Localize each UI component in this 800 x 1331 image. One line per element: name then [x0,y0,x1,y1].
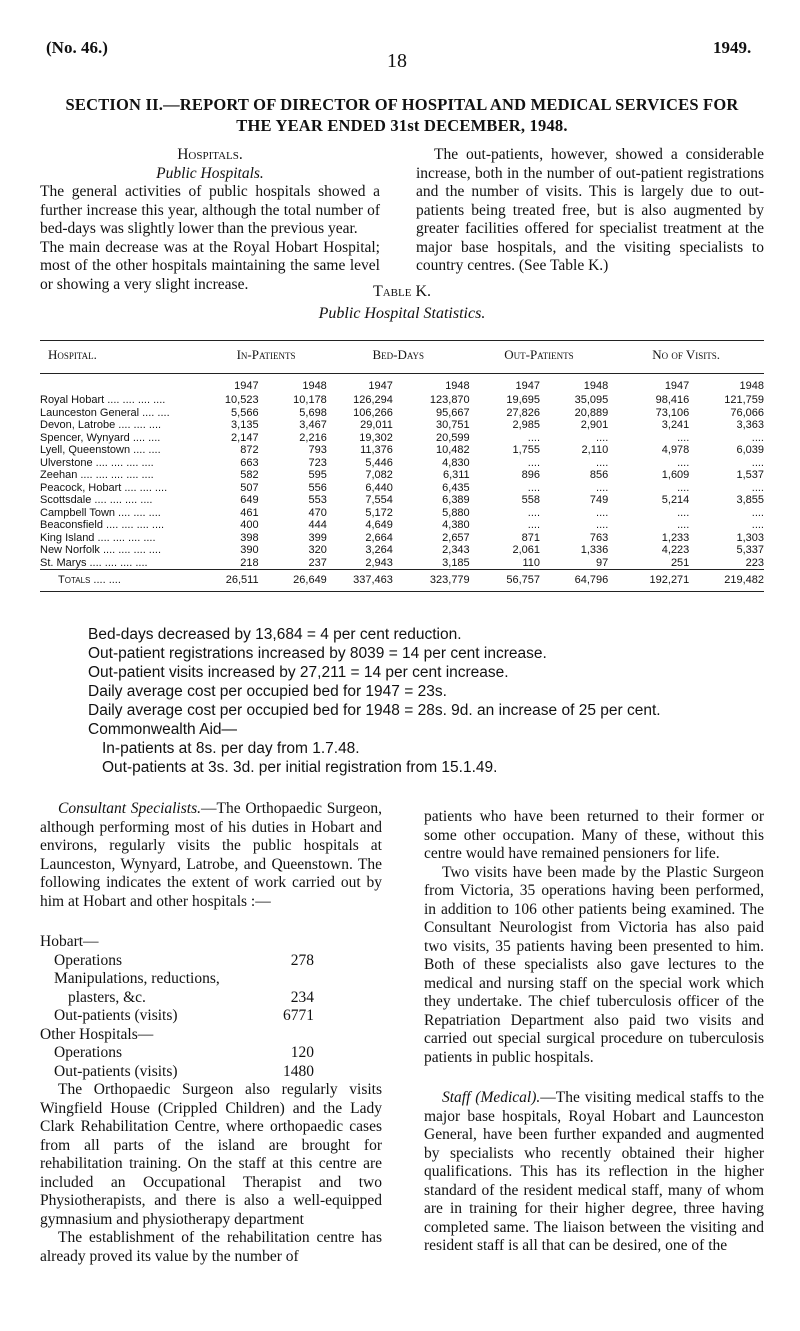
table-cell: 10,523 [224,394,259,407]
table-cell: 6,389 [442,494,470,507]
consultants-paragraph [40,800,382,911]
table-row [40,394,764,407]
table-cell: 10,178 [293,394,327,407]
table-cell: 1,609 [661,469,690,482]
hospital-name-cell: New Norfolk .... .... .... .... [40,544,162,557]
specialists-column [424,808,764,1256]
table-cell: 763 [589,531,609,544]
table-cell: 126,294 [353,394,393,407]
table-cell: 4,978 [661,444,690,457]
table-cell: 2,147 [231,431,259,444]
table-cell: 444 [308,519,327,532]
table-cell: 4,649 [365,519,393,532]
table-row [40,469,764,482]
table-cell: 97 [596,556,609,569]
rehabilitation-paragraph: The establishment of the rehabilitation centre has already proved its value by the number of [40,1229,382,1265]
table-cell: 251 [670,556,690,569]
table-cell: 29,011 [360,419,393,432]
table-cell: 10,482 [436,444,470,457]
table-cell: 461 [240,506,259,519]
table-cell: 76,066 [730,406,764,419]
table-cell: 872 [240,444,259,457]
table-cell: 5,337 [736,544,764,557]
table-cell: .... [527,456,541,469]
year-cell: 1948 [583,380,609,392]
table-cell: .... [527,519,541,532]
table-cell: .... [677,481,690,494]
table-cell: .... [527,506,541,519]
totals-cell: 323,779 [393,570,470,592]
table-cell: 5,446 [365,456,393,469]
table-cell: .... [677,456,690,469]
table-row [40,494,764,507]
totals-cell: 192,271 [608,570,689,592]
year-cell: 1948 [445,380,470,392]
table-cell: 856 [589,469,609,482]
table-cell: .... [527,481,541,494]
summary-line: In-patients at 8s. per day from 1.7.48. [102,740,360,757]
table-cell: .... [677,519,690,532]
summary-line: Out-patient registrations increased by 8039 = 14 per cent increase. [88,645,547,662]
table-cell: 390 [240,544,259,557]
table-cell: 2,943 [365,556,393,569]
table-cell: 27,826 [506,406,541,419]
table-cell: 2,110 [581,444,609,457]
table-cell: 2,216 [299,431,327,444]
consultants-text: —The Orthopaedic Surgeon, although performing most of his duties in Hobart and environs, regularly visits the public hospitals at Launceston, Wynyard, Latrobe, and Queenstown. The following indicates the extent of work carried out by him at Hobart and other hospitals :— [40,800,382,910]
table-cell: 558 [521,494,541,507]
table-cell: 2,657 [442,531,470,544]
hospital-name-cell: Devon, Latrobe .... .... .... [40,419,162,432]
other-operations-label: Operations [54,1044,123,1061]
table-cell: 106,266 [353,406,393,419]
totals-label: Totals .... .... [40,570,205,592]
table-row [40,482,764,495]
table-cell: .... [751,506,764,519]
table-cell: .... [751,519,764,532]
table-cell: 5,214 [661,494,690,507]
table-cell: 123,870 [429,394,470,407]
totals-cell: 56,757 [470,570,540,592]
table-cell: 398 [240,531,259,544]
table-cell: 218 [240,556,259,569]
other-operations-value: 120 [290,1044,314,1061]
totals-cell: 26,649 [259,570,327,592]
table-title: Public Hospital Statistics. [318,305,486,322]
header-hospital: Hospital. [40,341,205,374]
year-row [40,374,764,395]
table-cell: 1,233 [661,531,690,544]
orthopaedic-visits-paragraph: The Orthopaedic Surgeon also regularly visits Wingfield House (Crippled Children) and the Lady Clark Rehabilitation Centre, where orthopaedic cases from all parts of the island are brought for rehabilitation training. On the staff at this centre are included an Occupational Therapist and two Physiotherapists, and there is also a well-equipped gymnasium and physiotherapy department [40,1081,382,1228]
table-cell: .... [596,481,609,494]
table-cell: 5,172 [365,506,393,519]
table-cell: 35,095 [574,394,609,407]
staff-medical-text: —The visiting medical staffs to the major base hospitals, Royal Hobart and Launceston General, have been further expanded and augmented by specialists who recently obtained their higher qualifications. This has its reflection in the higher standard of the resident medical staff, many of whom are in training for their higher degree, three having completed same. The liaison between the visiting and resident staff is all that can be desired, one of the [424,1089,764,1254]
totals-cell: 337,463 [327,570,393,592]
table-cell: 4,830 [442,456,470,469]
outpatients-value: 6771 [283,1007,314,1024]
table-cell: 400 [240,519,259,532]
table-caption [40,281,764,325]
hospital-name-cell: St. Marys .... .... .... .... [40,556,148,569]
table-cell: 98,416 [655,394,690,407]
table-cell: 399 [308,531,327,544]
year-cell: 1948 [302,380,327,392]
table-cell: 19,695 [506,394,541,407]
header-out-patients: Out-Patients [470,341,609,374]
year-cell: 1947 [368,380,393,392]
table-cell: 73,106 [655,406,690,419]
table-cell: .... [751,431,764,444]
header-bed-days: Bed-Days [327,341,470,374]
totals-cell: 64,796 [540,570,608,592]
table-row [40,444,764,457]
hospital-name-cell: Beaconsfield .... .... .... .... [40,519,165,532]
table-cell: 20,889 [574,406,609,419]
document-number: (No. 46.) [46,38,108,57]
table-cell: 3,241 [661,419,690,432]
table-cell: 749 [589,494,609,507]
hospitals-heading: Hospitals. [177,146,243,163]
hospital-name-cell: Scottsdale .... .... .... .... [40,494,153,507]
patients-returned-paragraph: patients who have been returned to their former or some other occupation. Many of these, without this centre would have remained pensioners for life. [424,808,764,862]
table-cell: 6,440 [365,481,393,494]
table-cell: .... [596,506,609,519]
table-cell: 3,264 [365,544,393,557]
totals-cell: 219,482 [689,570,764,592]
table-cell: 3,185 [442,556,470,569]
table-cell: 649 [240,494,259,507]
intro-right-column [416,146,764,276]
intro-paragraph-1: The general activities of public hospitals showed a further increase this year, although the total number of bed-days was slightly lower than the previous year. [40,183,380,237]
hospital-name-cell: Campbell Town .... .... .... [40,506,161,519]
table-cell: .... [751,456,764,469]
year-cell: 1947 [664,380,690,392]
table-label: Table K. [372,283,432,300]
summary-line: Out-patient visits increased by 27,211 = 14 per cent increase. [88,664,509,681]
year-cell: 1948 [739,380,764,392]
table-cell: 4,223 [661,544,690,557]
table-cell: 723 [308,456,327,469]
table-cell: 6,435 [442,481,470,494]
table-cell: 3,855 [736,494,764,507]
consultants-column [40,800,382,1266]
table-row [40,419,764,432]
table-cell: 223 [745,556,764,569]
summary-line: Commonwealth Aid— [88,721,238,738]
manipulations-label: Manipulations, reductions, [54,970,220,987]
summary-line: Daily average cost per occupied bed for 1948 = 28s. 9d. an increase of 25 per cent. [88,702,661,719]
hospital-name-cell: Lyell, Queenstown .... .... [40,444,161,457]
table-cell: 20,599 [436,431,470,444]
table-body [40,374,764,570]
staff-medical-paragraph [424,1089,764,1256]
table-cell: 2,343 [442,544,470,557]
year-cell: 1947 [515,380,541,392]
header-visits: No of Visits. [608,341,764,374]
table-row [40,432,764,445]
hospital-name-cell: King Island .... .... .... .... [40,531,156,544]
outpatients-label: Out-patients (visits) [54,1007,178,1024]
table-cell: 5,698 [299,406,327,419]
manipulations-value: 234 [290,988,314,1006]
table-cell: 556 [308,481,327,494]
hospital-name-cell: Peacock, Hobart .... .... .... [40,481,168,494]
table-cell: .... [596,519,609,532]
table-cell: 3,467 [299,419,327,432]
table-cell: 553 [308,494,327,507]
operations-value: 278 [290,951,314,969]
table-row [40,507,764,520]
visiting-specialists-paragraph: Two visits have been made by the Plastic Surgeon from Victoria, 35 operations having been performed, in addition to 106 other patients being examined. The Consultant Neurologist from Victoria has also paid two visits, 35 patients having been presented to him. Both of these specialists also gave lectures to the medical and nursing staff on the special work which they undertake. The chief tuberculosis officer of the Repatriation Department also paid two visits and carried out special surgical procedure on tuberculosis patients in public hospitals. [424,863,764,1066]
hospital-name-cell: Royal Hobart .... .... .... .... [40,394,166,407]
table-cell: 6,039 [736,444,764,457]
table-cell: 1,336 [580,544,609,557]
table-cell: .... [677,506,690,519]
table-cell: 30,751 [436,419,470,432]
table-cell: 2,664 [365,531,393,544]
summary-line: Out-patients at 3s. 3d. per initial registration from 15.1.49. [102,759,498,776]
table-cell: 19,302 [359,431,393,444]
table-cell: 320 [308,544,327,557]
table-cell: 595 [308,469,327,482]
table-cell: 507 [240,481,259,494]
table-cell: 11,376 [360,444,393,457]
table-row [40,457,764,470]
table-cell: 470 [308,506,327,519]
table-cell: 110 [522,556,541,569]
table-cell: 2,985 [512,419,541,432]
table-cell: 237 [308,556,327,569]
table-row [40,544,764,557]
table-cell: .... [677,431,690,444]
plasters-label: plasters, &c. [68,988,146,1006]
intro-paragraph-2: The main decrease was at the Royal Hobart Hospital; most of the other hospitals maintaining the same level or showing a very slight increase. [40,238,380,293]
intro-left-column [40,146,380,294]
public-hospitals-subheading: Public Hospitals. [156,164,264,182]
staff-medical-lead: Staff (Medical). [442,1089,541,1106]
hospital-name-cell: Zeehan .... .... .... .... .... [40,469,154,482]
table-cell: 871 [521,531,541,544]
hospital-name-cell: Spencer, Wynyard .... .... [40,431,161,444]
table-row [40,557,764,570]
consultants-lead: Consultant Specialists. [58,800,201,817]
table-cell: 1,755 [512,444,541,457]
year-cell: 1947 [234,380,259,392]
other-hospitals-label: Other Hospitals— [40,1025,154,1043]
table-cell: 95,667 [436,406,470,419]
table-cell: 1,537 [736,469,764,482]
summary-block [88,625,788,777]
page-number: 18 [387,50,407,72]
table-cell: 5,880 [442,506,470,519]
hospital-name-cell: Ulverstone .... .... .... .... [40,456,154,469]
table-cell: 121,759 [724,394,764,407]
table-row [40,407,764,420]
header-in-patients: In-Patients [205,341,327,374]
table-cell: 7,554 [365,494,393,507]
section-title-line2: THE YEAR ENDED 31st DECEMBER, 1948. [236,116,568,135]
table-cell: 5,566 [231,406,259,419]
orthopaedic-work-list [40,933,382,1081]
table-cell: 4,380 [442,519,470,532]
summary-line: Bed-days decreased by 13,684 = 4 per cent reduction. [88,626,462,643]
table-cell: 7,082 [365,469,393,482]
intro-paragraph-3: The out-patients, however, showed a considerable increase, both in the number of out-patient registrations and the number of visits. This is largely due to out-patients being treated free, but is also augmented by greater facilities offered for specialist treatment at the major base hospitals, and the visiting specialists to country centres. (See Table K.) [416,146,764,274]
table-cell: 663 [240,456,259,469]
table-cell: 2,061 [512,544,541,557]
other-outpatients-label: Out-patients (visits) [54,1062,178,1080]
section-title-line1: SECTION II.—REPORT OF DIRECTOR OF HOSPITAL AND MEDICAL SERVICES FOR [65,95,739,114]
other-outpatients-value: 1480 [283,1062,314,1080]
table-cell: 896 [521,469,541,482]
hospital-name-cell: Launceston General .... .... [40,406,170,419]
table-row [40,519,764,532]
table-cell: 582 [240,469,259,482]
hospital-statistics-table [40,340,764,592]
table-cell: .... [751,481,764,494]
table-cell: 3,363 [736,419,764,432]
table-cell: 793 [308,444,327,457]
table-cell: 3,135 [231,419,259,432]
table-cell: 6,311 [442,469,470,482]
totals-row [40,570,764,592]
table-cell: 2,901 [580,419,609,432]
hobart-label: Hobart— [40,933,99,950]
table-row [40,532,764,545]
table-cell: .... [527,431,541,444]
totals-cell: 26,511 [205,570,258,592]
document-year: 1949. [713,38,752,57]
table-cell: 1,303 [736,531,764,544]
table-cell: .... [596,431,609,444]
table-cell: .... [596,456,609,469]
summary-line: Daily average cost per occupied bed for 1947 = 23s. [88,683,447,700]
section-title [40,94,764,136]
table-header-row [40,341,764,374]
operations-label: Operations [54,951,123,969]
